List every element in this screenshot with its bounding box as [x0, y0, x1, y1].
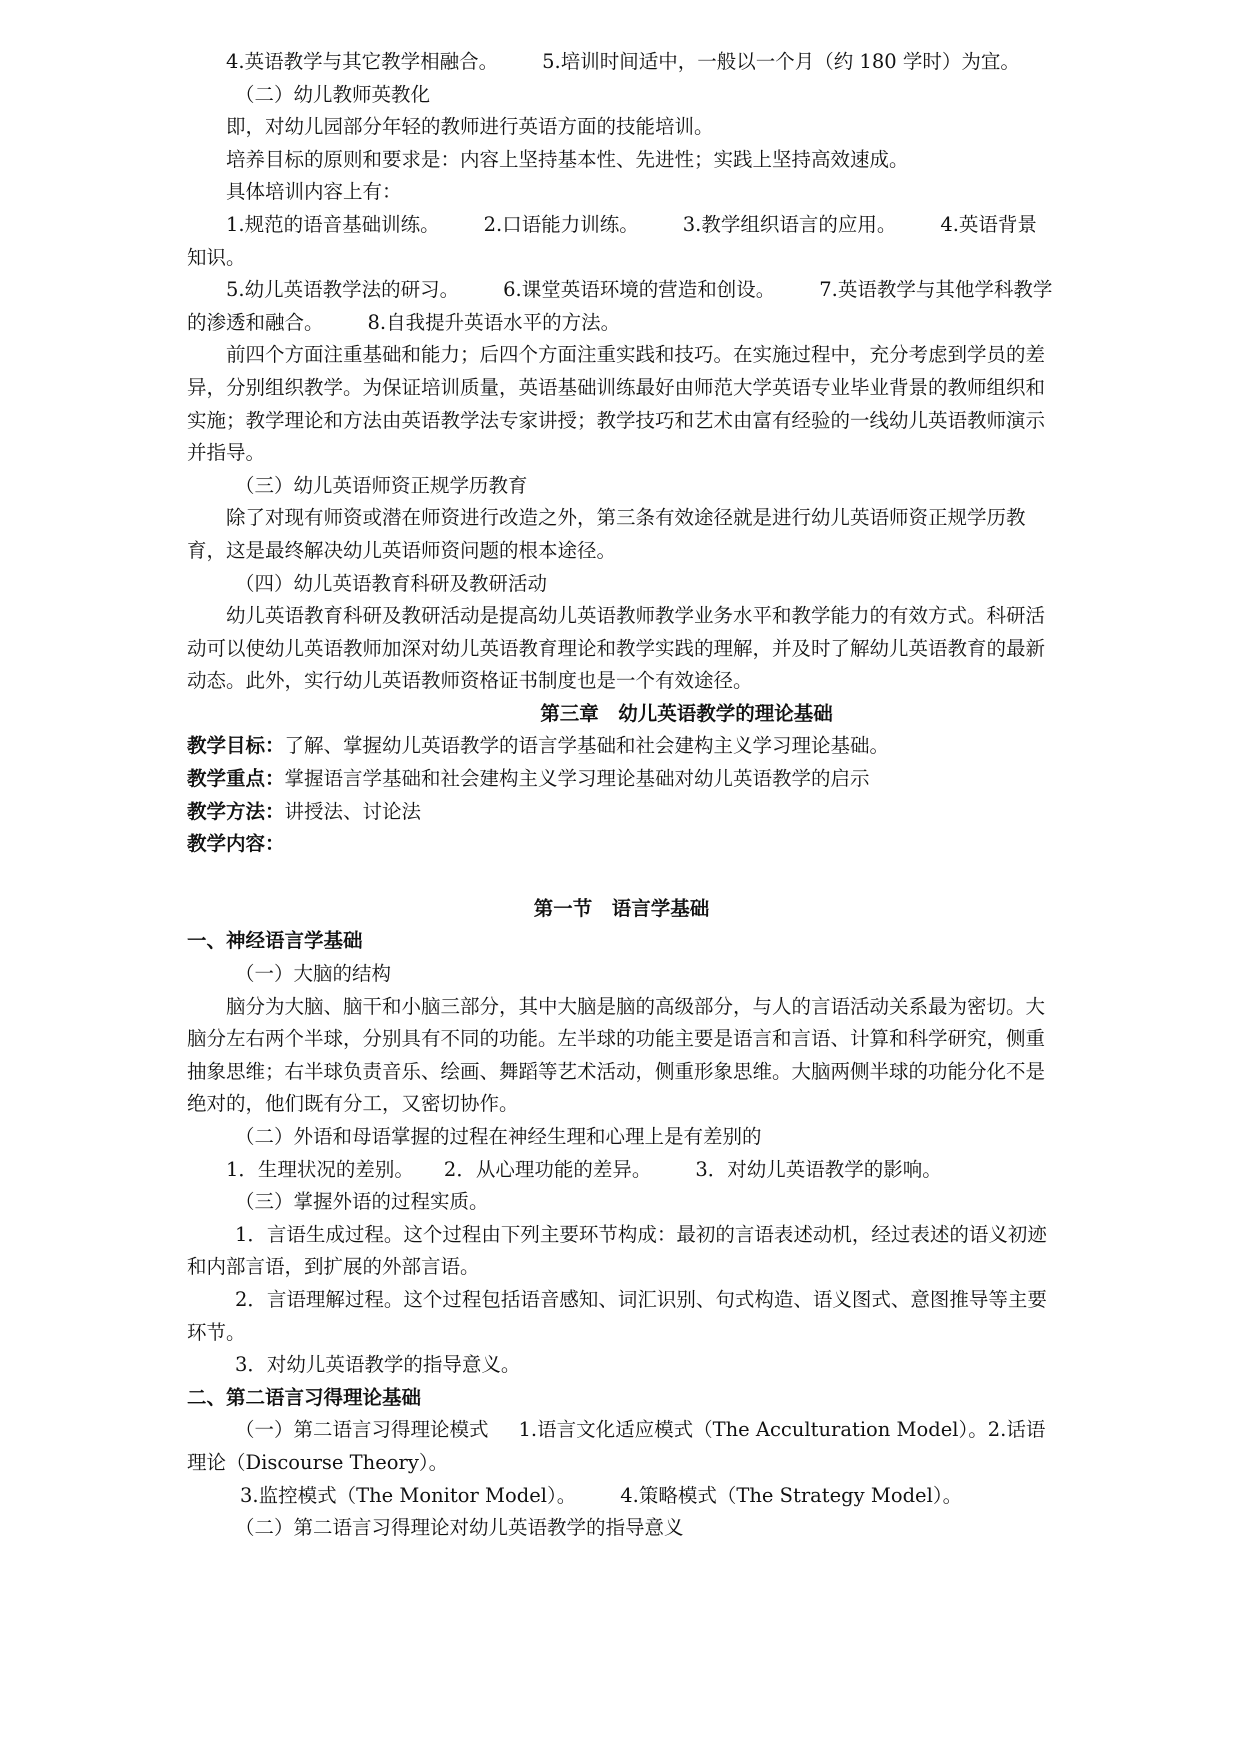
- list-item: 7.英语教学与其他学科教学的渗透和融合。: [187, 278, 1053, 334]
- subheading: （一）第二语言习得理论模式: [235, 1418, 489, 1442]
- list-item: 4.英语教学与其它教学相融合。: [226, 50, 499, 73]
- paragraph: [187, 209, 1056, 274]
- list-item: 3．对幼儿英语教学的影响。: [695, 1157, 942, 1181]
- teaching-content: [187, 828, 1056, 861]
- chapter-title: 第三章 幼儿英语教学的理论基础: [540, 701, 833, 725]
- paragraph: [187, 46, 1056, 79]
- field-label: 教学重点：: [187, 767, 285, 791]
- paragraph: [187, 274, 1056, 339]
- paragraph: [187, 1414, 1056, 1479]
- section-title: 第一节 语言学基础: [533, 896, 710, 920]
- heading: 二、第二语言习得理论基础: [187, 1385, 422, 1409]
- subheading: （三）掌握外语的过程实质。: [235, 1190, 489, 1214]
- paragraph: 除了对现有师资或潜在师资进行改造之外，第三条有效途径就是进行幼儿英语师资正规学历教育，这是最终解决幼儿英语师资问题的根本途径。: [187, 506, 1026, 562]
- paragraph: 培养目标的原则和要求是：内容上坚持基本性、先进性；实践上坚持高效速成。: [226, 147, 909, 171]
- subheading: （二）第二语言习得理论对幼儿英语教学的指导意义: [235, 1516, 684, 1540]
- paragraph: 前四个方面注重基础和能力；后四个方面注重实践和技巧。在实施过程中，充分考虑到学员的差异，分别组织教学。为保证培训质量，英语基础训练最好由师范大学英语专业毕业背景的教师组织和实施；教学理论和方法由英语教学法专家讲授；教学技巧和艺术由富有经验的一线幼儿英语教师演示并指导。: [187, 343, 1046, 465]
- list-item: 3.教学组织语言的应用。: [682, 212, 897, 236]
- field-label: 教学目标：: [187, 734, 285, 758]
- list-item: 3.监控模式（The Monitor Model）。: [240, 1483, 577, 1507]
- subheading: （四）幼儿英语教育科研及教研活动: [235, 571, 548, 595]
- list-item: 2．从心理功能的差异。: [443, 1157, 652, 1181]
- field-value: 掌握语言学基础和社会建构主义学习理论基础对幼儿英语教学的启示: [284, 767, 870, 791]
- subheading: （一）大脑的结构: [235, 962, 392, 986]
- list-item: 5.幼儿英语教学法的研习。: [226, 278, 460, 302]
- paragraph: 即，对幼儿园部分年轻的教师进行英语方面的技能培训。: [226, 115, 714, 139]
- field-label: 教学内容：: [187, 832, 285, 856]
- teaching-goal: [187, 730, 1056, 763]
- paragraph: 2．言语理解过程。这个过程包括语音感知、词汇识别、句式构造、语义图式、意图推导等主要环节。: [187, 1287, 1047, 1344]
- list-item: 4.策略模式（The Strategy Model）。: [620, 1483, 963, 1507]
- paragraph: 幼儿英语教育科研及教研活动是提高幼儿英语教师教学业务水平和教学能力的有效方式。科研活动可以使幼儿英语教师加深对幼儿英语教育理论和教学实践的理解，并及时了解幼儿英语教育的最新动态。此外，实行幼儿英语教师资格证书制度也是一个有效途径。: [187, 604, 1046, 693]
- list-item: 8.自我提升英语水平的方法。: [367, 310, 621, 334]
- list-item: 6.课堂英语环境的营造和创设。: [503, 278, 776, 302]
- paragraph: [187, 1480, 1056, 1513]
- list-item: 1．生理状况的差别。: [226, 1157, 414, 1181]
- paragraph: [187, 1154, 1056, 1187]
- teaching-focus: [187, 763, 1056, 796]
- document-page: [187, 46, 1056, 1545]
- list-item: 1.规范的语音基础训练。: [226, 212, 440, 236]
- field-value: 了解、掌握幼儿英语教学的语言学基础和社会建构主义学习理论基础。: [284, 734, 890, 758]
- list-item: 4.英语背景知识。: [187, 212, 1037, 269]
- subheading: （三）幼儿英语师资正规学历教育: [235, 473, 528, 497]
- teaching-method: [187, 796, 1056, 829]
- paragraph: 1．言语生成过程。这个过程由下列主要环节构成：最初的言语表述动机，经过表述的语义初迹和内部言语，到扩展的外部言语。: [187, 1222, 1047, 1279]
- list-item: 2.口语能力训练。: [483, 212, 639, 236]
- field-value: 讲授法、讨论法: [284, 799, 422, 823]
- paragraph: 脑分为大脑、脑干和小脑三部分，其中大脑是脑的高级部分，与人的言语活动关系最为密切。大脑分左右两个半球，分别具有不同的功能。左半球的功能主要是语言和言语、计算和科学研究，侧重抽象思维；右半球负责音乐、绘画、舞蹈等艺术活动，侧重形象思维。大脑两侧半球的功能分化不是绝对的，他们既有分工，又密切协作。: [187, 994, 1046, 1116]
- paragraph: 具体培训内容上有：: [226, 180, 402, 204]
- list-item: 1.语言文化适应模式（The Acculturation Model）。2.话语理论（Discourse Theory）。: [187, 1418, 1046, 1474]
- heading: 一、神经语言学基础: [187, 929, 363, 953]
- subheading: （二）幼儿教师英教化: [235, 82, 431, 106]
- paragraph: 3．对幼儿英语教学的指导意义。: [235, 1353, 521, 1377]
- field-label: 教学方法：: [187, 799, 285, 823]
- list-item: 5.培训时间适中，一般以一个月（约 180 学时）为宜。: [542, 50, 1020, 73]
- subheading: （二）外语和母语掌握的过程在神经生理和心理上是有差别的: [235, 1125, 762, 1148]
